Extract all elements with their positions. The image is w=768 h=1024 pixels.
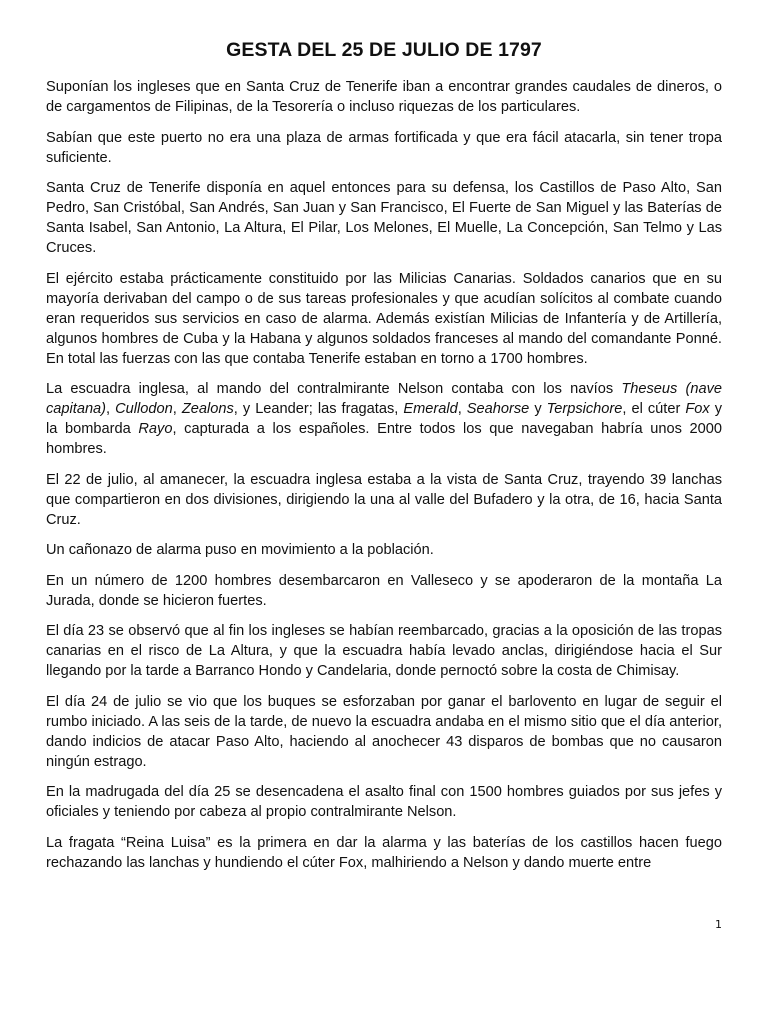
- paragraph-text: y: [529, 401, 547, 417]
- paragraph: [46, 77, 722, 117]
- paragraph-text: La escuadra inglesa, al mando del contralmirante Nelson contaba con los navíos: [46, 381, 622, 397]
- paragraph-text: ,: [457, 401, 467, 417]
- paragraph-text: , capturada a los españoles. Entre todos los que navegaban habría unos 2000 hombres.: [46, 421, 722, 457]
- paragraph: [46, 178, 722, 258]
- paragraph: [46, 782, 722, 822]
- page-number: 1: [715, 918, 722, 931]
- paragraph-text: El 22 de julio, al amanecer, la escuadra inglesa estaba a la vista de Santa Cruz, trayendo 39 lanchas que compartieron en dos divisiones, dirigiendo la una al valle del Bufadero y la otra, de 16, hacia Santa Cruz.: [46, 471, 722, 528]
- paragraph-text: Suponían los ingleses que en Santa Cruz de Tenerife iban a encontrar grandes caudales de dineros, o de cargamentos de Filipinas, de la Tesorería o incluso riquezas de los particulares.: [46, 79, 722, 115]
- paragraph-text: ,: [172, 401, 182, 417]
- paragraph-text: La fragata “Reina Luisa” es la primera en dar la alarma y las baterías de los castillos hacen fuego rechazando las lanchas y hundiendo el cúter Fox, malhiriendo a Nelson y dando muerte entre: [46, 834, 722, 871]
- document-title: GESTA DEL 25 DE JULIO DE 1797: [226, 39, 542, 61]
- italic-text: Theseus (nave capitana): [46, 381, 722, 417]
- paragraph: [46, 470, 722, 530]
- paragraph: [46, 571, 722, 611]
- paragraph-text: Un cañonazo de alarma puso en movimiento a la población.: [46, 542, 434, 558]
- italic-text: Zealons: [181, 401, 234, 417]
- paragraph: [46, 128, 722, 168]
- paragraph-text: El día 23 se observó que al fin los ingleses se habían reembarcado, gracias a la oposición de las tropas canarias en el risco de La Altura, y que la escuadra había levado anclas, dirigiéndose hacia el Sur llegando por la tarde a Barranco Hondo y Candelaria, donde pernoctó sobre la costa de Chimisay.: [46, 623, 722, 679]
- italic-text: Cullodon: [115, 401, 173, 417]
- paragraph-text: El ejército estaba prácticamente constituido por las Milicias Canarias. Soldados canarios que en su mayoría derivaban del campo o de sus tareas profesionales y que acudían solícitos al combate cuando eran requeridos sus servicios en caso de alarma. Además existían Milicias de Infantería y de Artillería, algunos hombres de Cuba y la Habana y algunos soldados franceses al mando del comandante Ponné. En total las fuerzas con las que contaba Tenerife estaban en torno a 1700 hombres.: [46, 270, 722, 367]
- paragraph: [46, 621, 722, 681]
- paragraph: [46, 269, 722, 369]
- italic-text: Seahorse: [466, 401, 530, 417]
- paragraph: [46, 692, 722, 772]
- italic-text: Rayo: [138, 421, 173, 437]
- paragraph-text: y la bombarda: [46, 401, 723, 437]
- paragraph: [46, 833, 722, 873]
- paragraph-text: En la madrugada del día 25 se desencadena el asalto final con 1500 hombres guiados por sus jefes y oficiales y teniendo por cabeza al propio contralmirante Nelson.: [46, 784, 722, 820]
- paragraph-text: ,: [106, 401, 116, 417]
- paragraph-text: Santa Cruz de Tenerife disponía en aquel entonces para su defensa, los Castillos de Paso Alto, San Pedro, San Cristóbal, San Andrés, San Juan y San Francisco, El Fuerte de San Miguel y las Baterías de Santa Isabel, San Antonio, La Altura, El Pilar, Los Melones, El Muelle, La Concepción, San Telmo y Las Cruces.: [46, 180, 722, 256]
- paragraph-text: , el cúter: [622, 401, 686, 417]
- italic-text: Emerald: [403, 401, 458, 417]
- italic-text: Fox: [685, 401, 710, 417]
- document-body: [46, 77, 722, 873]
- paragraph-text: El día 24 de julio se vio que los buques se esforzaban por ganar el barlovento en lugar de seguir el rumbo iniciado. A las seis de la tarde, de nuevo la escuadra andaba en el mismo sitio que el día anterior, dando indicios de atacar Paso Alto, haciendo al anochecer 43 disparos de bombas que no causaron ningún estrago.: [46, 693, 722, 770]
- paragraph-text: , y Leander; las fragatas,: [233, 401, 404, 417]
- paragraph-text: En un número de 1200 hombres desembarcaron en Valleseco y se apoderaron de la montaña La Jurada, donde se hicieron fuertes.: [46, 572, 722, 609]
- paragraph: [46, 540, 722, 560]
- paragraph-text: Sabían que este puerto no era una plaza de armas fortificada y que era fácil atacarla, sin tener tropa suficiente.: [46, 129, 722, 166]
- italic-text: Terpsichore: [546, 401, 623, 417]
- paragraph: [46, 379, 722, 459]
